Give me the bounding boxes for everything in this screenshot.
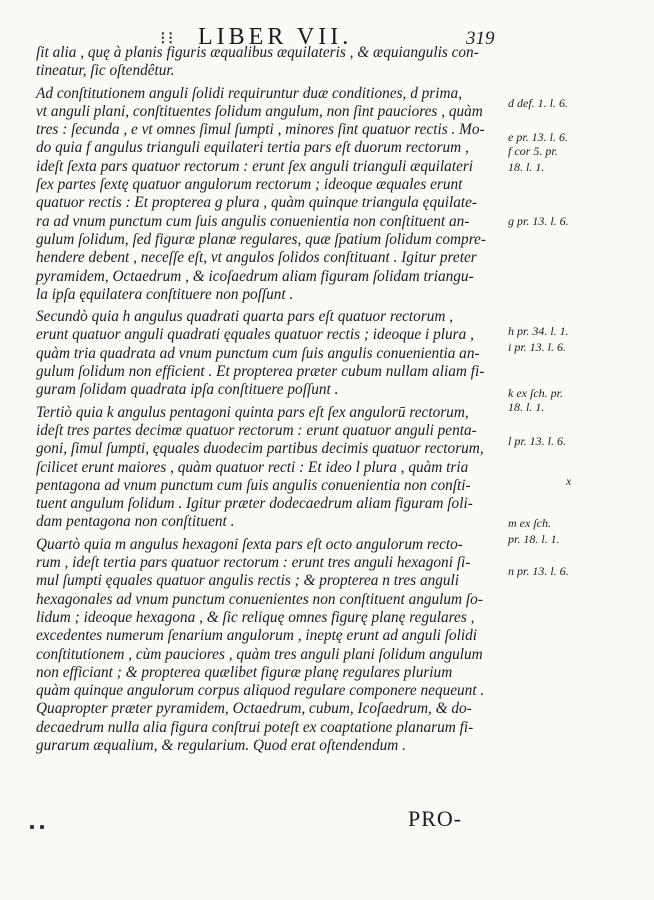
text-line: quàm quinque angulorum corpus aliquod regulare componere nequeunt . <box>36 682 485 700</box>
text-line: Ad conſtitutionem anguli ſolidi requiruntur duæ conditiones, d prima, <box>36 84 463 102</box>
text-line: tineatur, ſic oſtendêtur. <box>36 62 175 80</box>
main-text <box>36 44 504 755</box>
catchword: PRO- <box>408 806 463 831</box>
text-line: rum , ideſt tertia pars quatuor rectorum : erunt tres anguli hexagoni ſi- <box>36 554 471 572</box>
text-line: hexagonales ad vnum punctum conuenientes non conſtituent angulum ſo- <box>36 590 483 608</box>
text-line: guram ſolidam quadrata ipſa conſtituere poſſunt . <box>36 381 339 399</box>
margin-note: m ex ſch. <box>508 516 551 530</box>
text-line: quatuor rectis : Et propterea g plura , quàm quinque triangula ęquilate- <box>36 194 478 212</box>
text-line: tres : ſecunda , e vt omnes ſimul ſumpti , minores ſint quatuor rectis . Mo- <box>36 121 485 139</box>
page-number: 319 <box>466 28 495 49</box>
text-line: ideſt tres partes decimæ quatuor rectorum : erunt quatuor anguli penta- <box>36 421 477 439</box>
margin-note: h pr. 34. l. 1. <box>508 324 569 338</box>
margin-note: 18. l. 1. <box>508 400 545 414</box>
text-line: ra ad vnum punctum cum ſuis angulis conuenientia non conſtituent an- <box>36 212 470 230</box>
text-line: Secundò quia h angulus quadrati quarta pars eſt quatuor rectorum , <box>36 308 454 326</box>
text-line: gulum ſolidum, ſed figuræ planæ regulares, quæ ſpatium ſolidum compre- <box>36 230 486 248</box>
text-line: vt anguli plani, conſtituentes ſolidum angulum, non ſint pauciores , quàm <box>36 102 483 120</box>
margin-note: k ex ſch. pr. <box>508 386 563 400</box>
text-line: gulum ſolidum non efficient . Et propterea præter cubum nullam aliam fi- <box>36 363 485 381</box>
text-line: do quia f angulus trianguli equilateri tertia pars eſt duorum rectorum , <box>36 139 469 157</box>
text-line: pyramidem, Octaedrum , & icoſaedrum aliam figuram ſolidam triangu- <box>36 267 474 285</box>
text-line: erunt quatuor anguli quadrati ęquales quatuor rectis ; ideoque i plura , <box>36 326 474 344</box>
margin-note: e pr. 13. l. 6. <box>508 130 568 144</box>
text-line: dam pentagona non conſtituent . <box>36 513 235 531</box>
text-line: Tertiò quia k angulus pentagoni quinta pars eſt ſex angulorū rectorum, <box>36 403 469 421</box>
margin-note: i pr. 13. l. 6. <box>508 340 567 354</box>
text-line: Quartò quia m angulus hexagoni ſexta pars eſt octo angulorum recto- <box>36 535 463 553</box>
text-line: quàm tria quadrata ad vnum punctum cum ſuis angulis conuenientia an- <box>36 344 480 362</box>
text-line: excedentes numerum ſenarium angulorum , ineptę erunt ad anguli ſolidi <box>36 627 477 645</box>
text-line: lidum ; ideoque hexagona , & ſic reliquę omnes figurę planę regulares , <box>36 608 475 626</box>
margin-note: f cor 5. pr. <box>508 144 558 158</box>
margin-note: g pr. 13. l. 6. <box>508 214 569 228</box>
text-line: goni, ſimul ſumpti, ęquales duodecim partibus decimis quatuor rectorum, <box>36 440 484 458</box>
text-line: Quapropter præter pyramidem, Octaedrum, cubum, Icoſaedrum, & do- <box>36 700 472 718</box>
text-line: la ipſa ęquilatera conſtituere non poſſunt . <box>36 285 294 303</box>
text-line: ideſt ſexta pars quatuor rectorum : erunt ſex anguli trianguli æquilateri <box>36 157 474 175</box>
margin-note: l pr. 13. l. 6. <box>508 434 567 448</box>
text-line: ſex partes ſextę quatuor angulorum rectorum ; ideoque æquales erunt <box>36 176 463 194</box>
text-line: non efficiant ; & propterea quælibet figuræ planę regulares plurium <box>36 663 453 681</box>
text-line: ſcilicet erunt maiores , quàm quatuor recti : Et ideo l plura , quàm tria <box>36 458 469 476</box>
text-line: pentagona ad vnum punctum cum ſuis angulis conuenientia non conſti- <box>36 476 471 494</box>
margin-note: pr. 18. l. 1. <box>508 532 560 546</box>
text-line: ſit alia , quę à planis figuris æqualibus æquilateris , & æquiangulis con- <box>36 44 479 61</box>
text-line: decaedrum nulla alia figura conſtrui poteſt ex coaptatione planarum fi- <box>36 718 474 736</box>
text-line: gurarum æqualium, & regularium. Quod erat oſtendendum . <box>36 736 406 754</box>
text-line: tuent angulum ſolidum . Igitur præter dodecaedrum aliam figuram ſoli- <box>36 495 473 513</box>
margin-note: n pr. 13. l. 6. <box>508 564 569 578</box>
margin-note: 18. l. 1. <box>508 160 545 174</box>
text-line: hendere debent , neceſſe eſt, vt angulos ſolidos conſtituant . Igitur preter <box>36 249 477 267</box>
ink-smudge <box>30 816 52 822</box>
text-line: mul ſumpti ęquales quatuor angulis rectis ; & propterea n tres anguli <box>36 572 460 590</box>
text-line: conſtitutionem , cùm pauciores , quàm tres anguli plani ſolidum angulum <box>36 645 483 663</box>
margin-note: d def. 1. l. 6. <box>508 96 568 110</box>
header-ornament: ⁝⁝ <box>160 28 176 48</box>
margin-note: x <box>566 474 572 488</box>
book-title: LIBER VII. <box>198 24 353 50</box>
